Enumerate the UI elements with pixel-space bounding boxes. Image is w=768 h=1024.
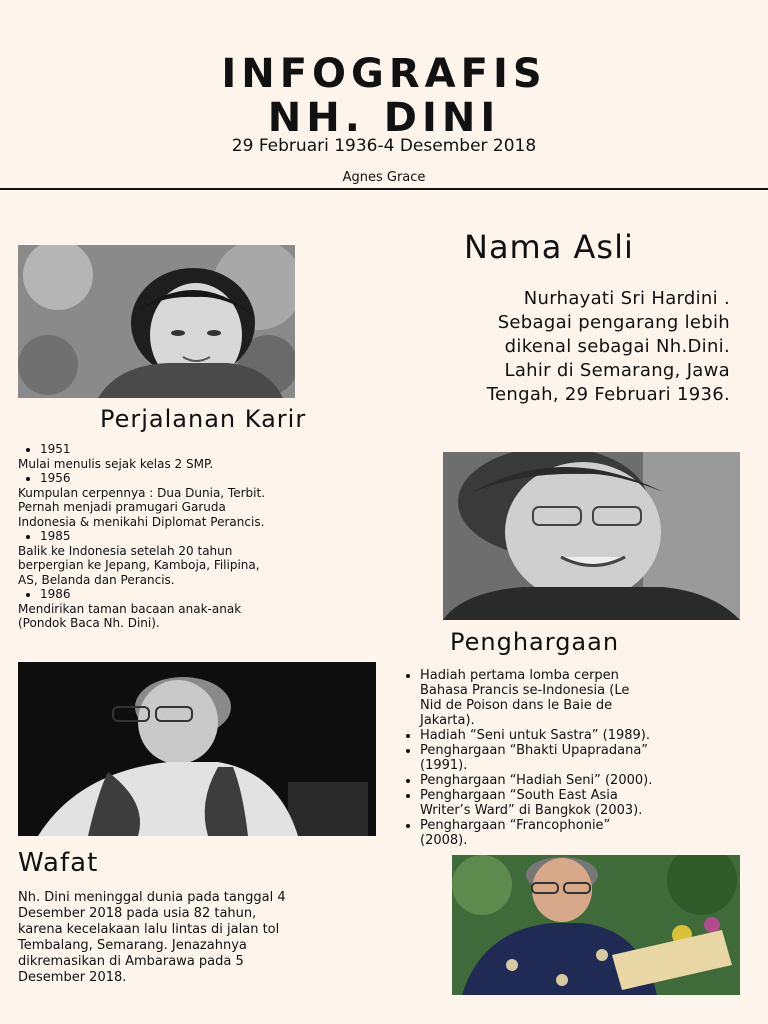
- award-line: (1991).: [420, 758, 468, 773]
- karir-line: Mulai menulis sejak kelas 2 SMP.: [18, 456, 214, 471]
- award-item: [420, 668, 758, 728]
- wafat-line: Nh. Dini meninggal dunia pada tanggal 4: [18, 890, 286, 905]
- photo-young-portrait: [18, 245, 295, 398]
- karir-heading: Perjalanan Karir: [100, 405, 307, 433]
- wafat-line: Tembalang, Semarang. Jenazahnya: [18, 938, 247, 953]
- karir-line: Indonesia & menikahi Diplomat Perancis.: [18, 514, 265, 529]
- nama-asli-line: Nurhayati Sri Hardini .: [523, 288, 730, 309]
- award-item: [420, 743, 758, 773]
- karir-timeline: [18, 442, 438, 631]
- nama-asli-text: [360, 287, 730, 407]
- karir-year: • 1956: [40, 471, 438, 486]
- karir-line: AS, Belanda dan Perancis.: [18, 572, 175, 587]
- karir-line: Kumpulan cerpennya : Dua Dunia, Terbit.: [18, 485, 266, 500]
- karir-year: • 1951: [40, 442, 438, 457]
- wafat-heading: Wafat: [18, 848, 99, 878]
- wafat-text: [18, 890, 438, 986]
- wafat-line: Desember 2018.: [18, 970, 127, 985]
- photo-smiling-portrait: [443, 452, 740, 620]
- nama-asli-line: Sebagai pengarang lebih: [497, 312, 730, 333]
- title-line-2: NH. DINI: [267, 95, 501, 141]
- karir-line: (Pondok Baca Nh. Dini).: [18, 616, 160, 630]
- award-line: • Hadiah “Seni untuk Sastra” (1989).: [420, 728, 651, 743]
- karir-line: Mendirikan taman bacaan anak-anak: [18, 601, 242, 616]
- nama-asli-line: dikenal sebagai Nh.Dini.: [504, 336, 730, 357]
- penghargaan-heading: Penghargaan: [450, 628, 620, 656]
- award-line: Nid de Poison dans le Baie de: [420, 698, 613, 713]
- karir-line: berpergian ke Jepang, Kamboja, Filipina,: [18, 558, 260, 572]
- award-item: [420, 728, 758, 743]
- photo-color-portrait: [452, 855, 740, 995]
- life-dates: 29 Februari 1936-4 Desember 2018: [231, 136, 537, 156]
- wafat-line: dikremasikan di Ambarawa pada 5: [18, 954, 244, 969]
- karir-year: • 1985: [40, 529, 438, 544]
- nama-asli-line: Tengah, 29 Februari 1936.: [486, 384, 730, 405]
- award-line: Writer’s Ward” di Bangkok (2003).: [420, 803, 643, 818]
- wafat-line: Desember 2018 pada usia 82 tahun,: [18, 906, 257, 921]
- award-line: (2008).: [420, 833, 468, 848]
- award-item: [420, 788, 758, 818]
- award-line: • Penghargaan “Bhakti Upapradana”: [420, 743, 649, 758]
- award-line: • Penghargaan “Hadiah Seni” (2000).: [420, 773, 653, 788]
- karir-year: • 1986: [40, 587, 438, 602]
- award-item: [420, 773, 758, 788]
- award-line: • Penghargaan “Francophonie”: [420, 818, 611, 833]
- wafat-line: karena kecelakaan lalu lintas di jalan tol: [18, 922, 280, 937]
- karir-line: Balik ke Indonesia setelah 20 tahun: [18, 543, 233, 558]
- award-line: Jakarta).: [420, 713, 475, 728]
- karir-line: Pernah menjadi pramugari Garuda: [18, 500, 226, 514]
- award-line: Bahasa Prancis se-Indonesia (Le: [420, 683, 630, 698]
- award-line: • Hadiah pertama lomba cerpen: [420, 668, 619, 683]
- nama-asli-heading: Nama Asli: [464, 228, 634, 266]
- nama-asli-line: Lahir di Semarang, Jawa: [504, 360, 730, 381]
- photo-seated-portrait: [18, 662, 376, 836]
- award-item: [420, 818, 758, 848]
- header-divider: [0, 188, 768, 190]
- title-line-1: INFOGRAFIS: [221, 51, 547, 97]
- penghargaan-list: [398, 668, 758, 848]
- award-line: • Penghargaan “South East Asia: [420, 788, 618, 803]
- author-name: Agnes Grace: [342, 170, 426, 185]
